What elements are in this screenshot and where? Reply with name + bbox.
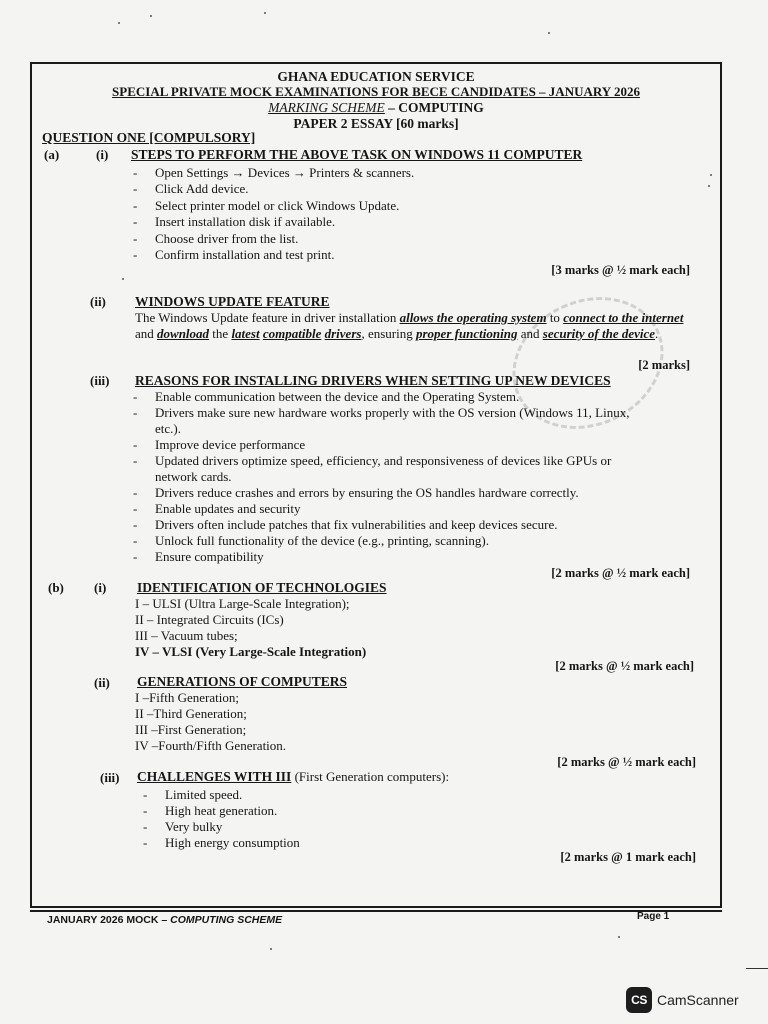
a-i-label: (i) (96, 147, 109, 162)
list-item: - Click Add device. (133, 181, 249, 196)
a-iii-label: (iii) (90, 373, 110, 388)
a-i-marks: [3 marks @ ½ mark each] (551, 263, 690, 277)
header-scheme (30, 100, 722, 116)
list-item-continuation: etc.). (155, 421, 181, 436)
scan-speck (270, 948, 272, 950)
list-item-continuation: network cards. (155, 469, 232, 484)
scheme-label: MARKING SCHEME (268, 100, 385, 115)
list-item: III – Vacuum tubes; (135, 628, 238, 643)
footer-left: JANUARY 2026 MOCK – COMPUTING SCHEME (47, 914, 283, 926)
part-a-label: (a) (44, 147, 60, 162)
list-item: II – Integrated Circuits (ICs) (135, 612, 284, 627)
b-iii-title: CHALLENGES WITH III (First Generation computers): (137, 769, 450, 784)
b-ii-label: (ii) (94, 675, 110, 690)
b-ii-marks: [2 marks @ ½ mark each] (557, 755, 696, 769)
list-item: - Drivers make sure new hardware works properly with the OS version (Windows 11, Linux, (133, 405, 630, 420)
list-item: - Unlock full functionality of the device (e.g., printing, scanning). (133, 533, 489, 548)
list-item: - Drivers often include patches that fix vulnerabilities and keep devices secure. (133, 517, 558, 532)
list-item: - Confirm installation and test print. (133, 247, 335, 262)
header-exam: SPECIAL PRIVATE MOCK EXAMINATIONS FOR BECE CANDIDATES – JANUARY 2026 (112, 84, 640, 99)
b-i-label: (i) (94, 580, 107, 595)
list-item: - Select printer model or click Windows Update. (133, 198, 400, 213)
list-item: I –Fifth Generation; (135, 690, 239, 705)
page-number: Page 1 (637, 911, 670, 922)
edge-mark (746, 968, 768, 969)
question-title: QUESTION ONE [COMPULSORY] (42, 130, 256, 145)
list-item: - High energy consumption (143, 835, 300, 850)
list-item: - Improve device performance (133, 437, 306, 452)
list-item: - Updated drivers optimize speed, efficiency, and responsiveness of devices like GPUs or (133, 453, 612, 468)
part-b-label: (b) (48, 580, 64, 595)
b-ii-title: GENERATIONS OF COMPUTERS (137, 674, 348, 689)
list-item: III –First Generation; (135, 722, 247, 737)
a-ii-paragraph: The Windows Update feature in driver installation allows the operating system to connect to the internet and download the latest compatible drivers, ensuring proper functioning and security of the device. (135, 310, 684, 341)
camscanner-text: CamScanner (657, 992, 739, 1008)
list-item: - Enable communication between the device and the Operating System. (133, 389, 520, 404)
scheme-subject: – COMPUTING (384, 100, 484, 115)
list-item: - Insert installation disk if available. (133, 214, 336, 229)
list-item: I – ULSI (Ultra Large-Scale Integration); (135, 596, 350, 611)
list-item: - Limited speed. (143, 787, 243, 802)
a-ii-title: WINDOWS UPDATE FEATURE (135, 294, 330, 309)
b-iii-marks: [2 marks @ 1 mark each] (560, 850, 696, 864)
camscanner-watermark (626, 987, 739, 1013)
list-item: - Enable updates and security (133, 501, 301, 516)
list-item: IV –Fourth/Fifth Generation. (135, 738, 287, 753)
list-item: - Open Settings → Devices → Printers & scanners. (133, 165, 415, 180)
scan-speck (708, 185, 710, 187)
list-item: IV – VLSI (Very Large-Scale Integration) (135, 644, 367, 659)
header-org: GHANA EDUCATION SERVICE (277, 69, 475, 84)
scan-speck (122, 278, 124, 280)
list-item: - Drivers reduce crashes and errors by ensuring the OS handles hardware correctly. (133, 485, 579, 500)
b-iii-label: (iii) (100, 770, 120, 785)
list-item: - High heat generation. (143, 803, 278, 818)
scan-speck (548, 32, 550, 34)
a-ii-label: (ii) (90, 294, 106, 309)
list-item: - Ensure compatibility (133, 549, 264, 564)
a-iii-marks: [2 marks @ ½ mark each] (551, 566, 690, 580)
camscanner-logo-icon: CS (626, 987, 652, 1013)
a-iii-title: REASONS FOR INSTALLING DRIVERS WHEN SETTING UP NEW DEVICES (135, 373, 611, 388)
scan-speck (264, 12, 266, 14)
scan-speck (710, 174, 712, 176)
scan-speck (618, 936, 620, 938)
list-item: - Very bulky (143, 819, 223, 834)
a-ii-marks: [2 marks] (638, 358, 690, 372)
b-i-marks: [2 marks @ ½ mark each] (555, 659, 694, 673)
scan-speck (118, 22, 120, 24)
list-item: - Choose driver from the list. (133, 231, 299, 246)
list-item: II –Third Generation; (135, 706, 247, 721)
a-i-title: STEPS TO PERFORM THE ABOVE TASK ON WINDOWS 11 COMPUTER (131, 147, 583, 162)
header-paper: PAPER 2 ESSAY [60 marks] (293, 116, 459, 131)
scan-speck (150, 15, 152, 17)
b-i-title: IDENTIFICATION OF TECHNOLOGIES (137, 580, 387, 595)
